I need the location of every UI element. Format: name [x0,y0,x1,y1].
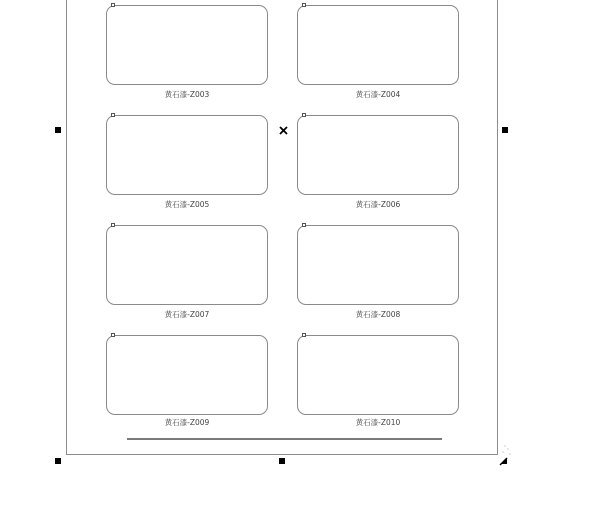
card-anchor-node[interactable] [302,333,306,337]
card-anchor-node[interactable] [111,113,115,117]
selection-handle-middle-right[interactable] [502,127,508,133]
card-caption: 黄石漆-Z005 [164,200,210,209]
card-anchor-node[interactable] [111,3,115,7]
card-caption: 黄石漆-Z003 [164,90,210,99]
x-mark-icon[interactable] [278,125,289,136]
selection-handle-middle-left[interactable] [55,127,61,133]
selection-handle-bottom-center[interactable] [279,458,285,464]
card-anchor-node[interactable] [111,223,115,227]
card-anchor-node[interactable] [302,3,306,7]
swatch-card[interactable] [106,5,268,85]
bottom-rule-line[interactable] [127,438,442,440]
card-caption: 黄石漆-Z009 [164,418,210,427]
swatch-card[interactable] [297,5,459,85]
card-caption: 黄石漆-Z010 [355,418,401,427]
swatch-card[interactable] [297,225,459,305]
card-caption: 黄石漆-Z006 [355,200,401,209]
swatch-card[interactable] [297,335,459,415]
card-anchor-node[interactable] [111,333,115,337]
card-caption: 黄石漆-Z007 [164,310,210,319]
swatch-card[interactable] [106,335,268,415]
card-caption: 黄石漆-Z008 [355,310,401,319]
selection-handle-bottom-left[interactable] [55,458,61,464]
swatch-card[interactable] [297,115,459,195]
resize-grip-icon[interactable] [498,440,516,470]
card-caption: 黄石漆-Z004 [355,90,401,99]
card-anchor-node[interactable] [302,223,306,227]
swatch-card[interactable] [106,225,268,305]
swatch-card[interactable] [106,115,268,195]
card-anchor-node[interactable] [302,113,306,117]
